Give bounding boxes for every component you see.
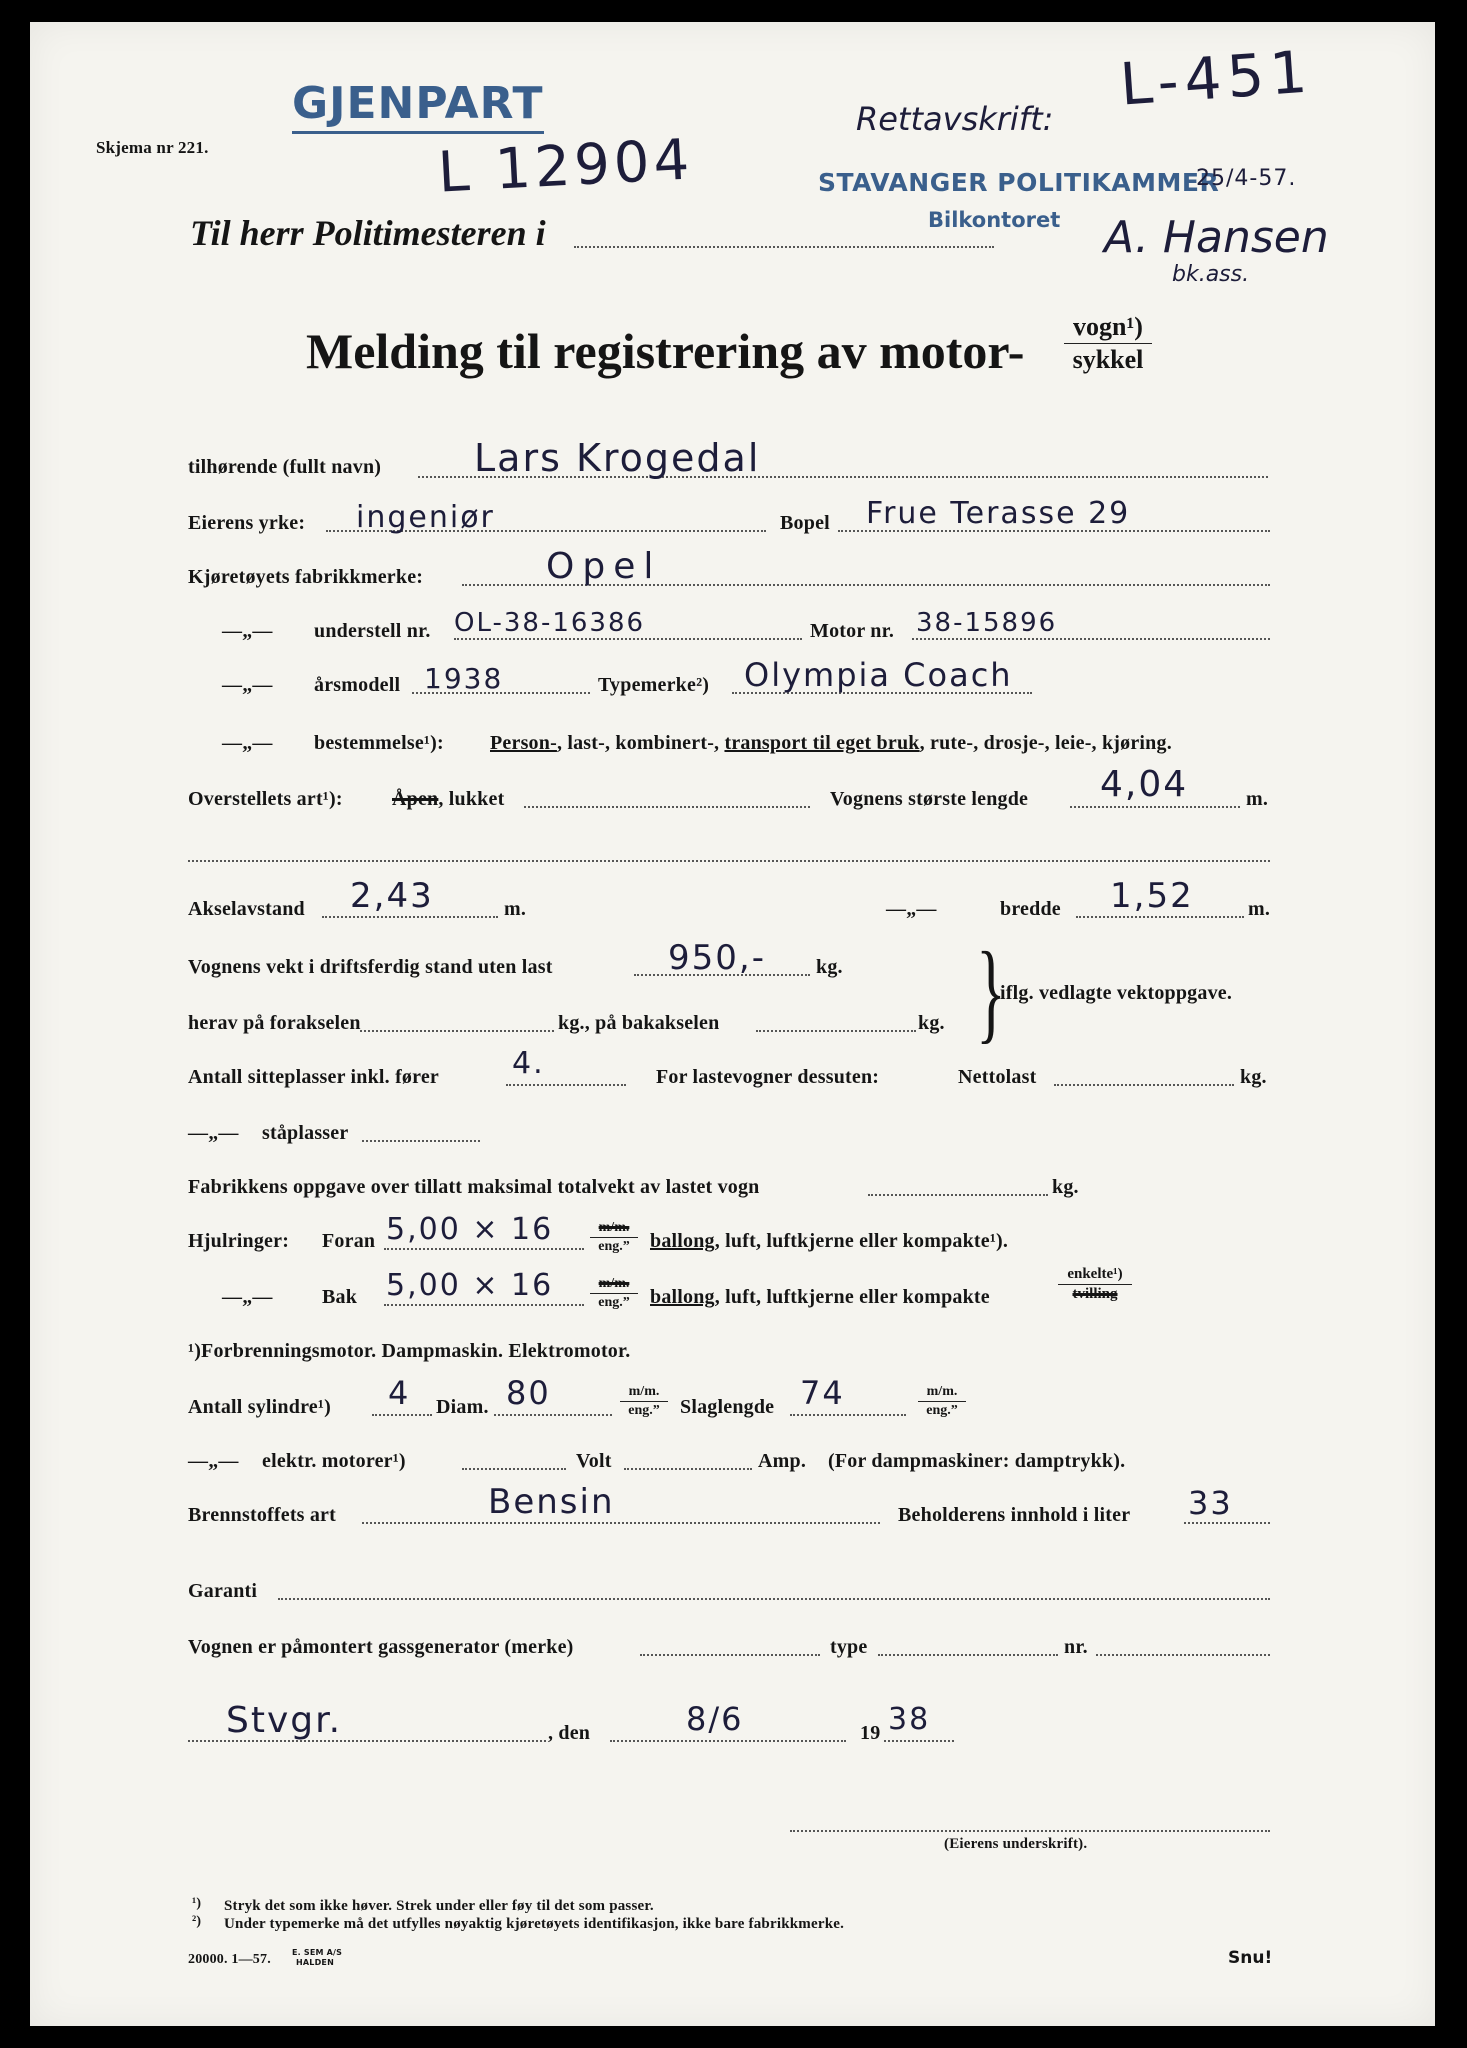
print-info: 20000. 1—57. bbox=[188, 1952, 271, 1967]
gas-nr-label: nr. bbox=[1064, 1636, 1088, 1658]
body-label: Overstellets art¹): bbox=[188, 788, 343, 810]
width-line bbox=[1076, 916, 1244, 918]
chassis-value: OL-38-16386 bbox=[454, 608, 646, 638]
front-tire-eng: eng.” bbox=[598, 1239, 630, 1254]
electric-label: elektr. motorer¹) bbox=[262, 1450, 406, 1472]
wheelbase-line bbox=[322, 916, 498, 918]
netload-label: Nettolast bbox=[958, 1066, 1037, 1088]
standing-line bbox=[362, 1140, 480, 1142]
ditto-mark-chassis: —„— bbox=[222, 620, 273, 642]
rettavskrift-note: Rettavskrift: bbox=[856, 100, 1054, 138]
footnote-1-mark: ¹) bbox=[192, 1896, 202, 1911]
printer-line-1: E. SEM A/S bbox=[292, 1948, 343, 1957]
tank-value: 33 bbox=[1188, 1484, 1233, 1522]
year-line bbox=[884, 1740, 954, 1742]
diam-unit bbox=[620, 1384, 668, 1419]
weight-label: Vognens vekt i driftsferdig stand uten last bbox=[188, 956, 553, 978]
weight-note: iflg. vedlagte vektoppgave. bbox=[1000, 982, 1233, 1004]
stroke-line bbox=[790, 1414, 906, 1416]
fuel-value: Bensin bbox=[488, 1482, 615, 1522]
gas-nr-line bbox=[1096, 1654, 1270, 1656]
netload-line bbox=[1054, 1084, 1234, 1086]
year-value: 38 bbox=[888, 1702, 931, 1737]
front-tire-value: 5,00 × 16 bbox=[386, 1212, 554, 1247]
length-unit: m. bbox=[1246, 788, 1269, 810]
stroke-label: Slaglengde bbox=[680, 1396, 775, 1418]
volt-line bbox=[624, 1468, 752, 1470]
gas-line bbox=[640, 1654, 820, 1656]
maxweight-unit: kg. bbox=[1052, 1176, 1079, 1198]
wheelbase-label: Akselavstand bbox=[188, 898, 305, 920]
model-year-value: 1938 bbox=[424, 662, 504, 695]
amp-label: Amp. bbox=[758, 1450, 807, 1472]
diam-eng: eng.” bbox=[628, 1403, 660, 1418]
office-stamp: Bilkontoret bbox=[928, 208, 1061, 232]
type-label: Typemerke²) bbox=[598, 674, 710, 696]
cylinders-line bbox=[372, 1414, 432, 1416]
stamp-title: bk.ass. bbox=[1172, 262, 1250, 287]
rear-tire-single-twin bbox=[1058, 1266, 1132, 1303]
residence-value: Frue Terasse 29 bbox=[866, 496, 1131, 531]
purpose-mid: , last-, kombinert-, bbox=[556, 732, 720, 754]
front-tire-mm: m/m. bbox=[590, 1220, 638, 1238]
volt-label: Volt bbox=[576, 1450, 612, 1472]
purpose-options bbox=[490, 732, 1172, 755]
wheelbase-value: 2,43 bbox=[350, 876, 434, 916]
purpose-label: bestemmelse¹): bbox=[314, 732, 444, 754]
blank-line bbox=[188, 860, 1270, 862]
rear-tire-eng: eng.” bbox=[598, 1295, 630, 1310]
fuel-line bbox=[362, 1522, 880, 1524]
stroke-mm: m/m. bbox=[918, 1384, 966, 1402]
fuel-label: Brennstoffets art bbox=[188, 1504, 336, 1526]
front-axle-line bbox=[360, 1030, 554, 1032]
front-tire-balloon: ballong bbox=[650, 1230, 715, 1252]
gjenpart-stamp: GJENPART bbox=[292, 78, 544, 134]
cylinders-label: Antall sylindre¹) bbox=[188, 1396, 331, 1418]
width-label: bredde bbox=[1000, 898, 1061, 920]
rear-axle-unit: kg. bbox=[918, 1012, 945, 1034]
width-value: 1,52 bbox=[1110, 876, 1194, 916]
front-tire-unit bbox=[590, 1220, 638, 1255]
model-year-label: årsmodell bbox=[314, 674, 401, 696]
title-frac-top: vogn¹) bbox=[1064, 312, 1152, 344]
ditto-mark-standing: —„— bbox=[188, 1122, 239, 1144]
reference-number: L 12904 bbox=[436, 127, 695, 206]
chassis-label: understell nr. bbox=[314, 620, 431, 642]
chassis-line bbox=[454, 638, 802, 640]
signature-label: (Eierens underskrift). bbox=[944, 1836, 1088, 1852]
owner-label: tilhørende (fullt navn) bbox=[188, 456, 382, 478]
guarantee-label: Garanti bbox=[188, 1580, 258, 1602]
owner-value: Lars Krogedal bbox=[474, 436, 761, 480]
title-fraction bbox=[1064, 312, 1152, 375]
maxweight-label: Fabrikkens oppgave over tillatt maksimal totalvekt av lastet vogn bbox=[188, 1176, 760, 1198]
rear-tire-unit bbox=[590, 1276, 638, 1311]
year-prefix: 19 bbox=[860, 1722, 881, 1744]
electric-line bbox=[462, 1468, 566, 1470]
front-tire-line bbox=[384, 1248, 584, 1250]
tank-line bbox=[1184, 1522, 1270, 1524]
ditto-mark-width: —„— bbox=[886, 898, 937, 920]
police-stamp: STAVANGER POLITIKAMMER bbox=[818, 168, 1220, 197]
footnote-2: Under typemerke må det utfylles nøyaktig kjøretøyets identifikasjon, ikke bare fabrikkmerke. bbox=[224, 1916, 845, 1932]
rear-axle-line bbox=[756, 1030, 916, 1032]
ditto-mark-purpose: —„— bbox=[222, 732, 273, 754]
form-number: Skjema nr 221. bbox=[96, 138, 209, 157]
date-line bbox=[610, 1740, 846, 1742]
occupation-value: ingeniør bbox=[356, 500, 495, 535]
addressee-line bbox=[574, 246, 994, 248]
purpose-transport: transport til eget bruk bbox=[724, 732, 920, 754]
engine-line bbox=[912, 638, 1270, 640]
rear-tire-balloon: ballong bbox=[650, 1286, 715, 1308]
make-value: Opel bbox=[546, 546, 662, 587]
stroke-value: 74 bbox=[800, 1374, 845, 1412]
rear-tire-mm: m/m. bbox=[590, 1276, 638, 1294]
rear-tire-line bbox=[384, 1304, 584, 1306]
length-line bbox=[1070, 806, 1240, 808]
printer-line-2: HALDEN bbox=[296, 1958, 334, 1967]
footnote-1: Stryk det som ikke høver. Strek under eller føy til det som passer. bbox=[224, 1898, 654, 1914]
diam-label: Diam. bbox=[436, 1396, 489, 1418]
signature-line bbox=[790, 1830, 1270, 1832]
seats-line bbox=[506, 1084, 626, 1086]
truck-label: For lastevogner dessuten: bbox=[656, 1066, 880, 1088]
diam-mm: m/m. bbox=[620, 1384, 668, 1402]
seats-label: Antall sitteplasser inkl. fører bbox=[188, 1066, 440, 1088]
front-tire-rest: , luft, luftkjerne eller kompakte¹). bbox=[714, 1230, 1009, 1252]
stroke-unit bbox=[918, 1384, 966, 1419]
place-value: Stvgr. bbox=[226, 1700, 343, 1741]
engine-value: 38-15896 bbox=[916, 608, 1058, 638]
weight-brace: } bbox=[976, 930, 1006, 1054]
purpose-person: Person- bbox=[490, 732, 557, 754]
wheelbase-unit: m. bbox=[504, 898, 527, 920]
width-unit: m. bbox=[1248, 898, 1271, 920]
body-closed: , lukket bbox=[438, 788, 505, 810]
diam-value: 80 bbox=[506, 1374, 551, 1412]
rear-tire-twin: tvilling bbox=[1072, 1286, 1118, 1302]
motor-note: ¹)Forbrenningsmotor. Dampmaskin. Elektromotor. bbox=[188, 1340, 631, 1362]
diam-line bbox=[494, 1414, 612, 1416]
body-options bbox=[392, 788, 504, 811]
tank-label: Beholderens innhold i liter bbox=[898, 1504, 1131, 1526]
weight-unit: kg. bbox=[816, 956, 843, 978]
netload-unit: kg. bbox=[1240, 1066, 1267, 1088]
front-tire-types bbox=[650, 1230, 1008, 1253]
occupation-label: Eierens yrke: bbox=[188, 512, 306, 534]
footnote-2-mark: ²) bbox=[192, 1914, 202, 1929]
weight-value: 950,- bbox=[668, 938, 766, 978]
engine-label: Motor nr. bbox=[810, 620, 895, 642]
body-line bbox=[524, 806, 810, 808]
front-tire-label: Foran bbox=[322, 1230, 376, 1252]
tires-label: Hjulringer: bbox=[188, 1230, 290, 1252]
den-label: , den bbox=[548, 1722, 591, 1744]
rear-tire-rest: , luft, luftkjerne eller kompakte bbox=[714, 1286, 990, 1308]
gas-type-line bbox=[878, 1654, 1058, 1656]
make-label: Kjøretøyets fabrikkmerke: bbox=[188, 566, 424, 588]
length-value: 4,04 bbox=[1100, 764, 1189, 805]
turn-over-note: Snu! bbox=[1228, 1948, 1273, 1968]
rear-tire-types bbox=[650, 1286, 990, 1309]
residence-label: Bopel bbox=[780, 512, 830, 534]
gas-label: Vognen er påmontert gassgenerator (merke) bbox=[188, 1636, 574, 1658]
body-open: Åpen bbox=[392, 788, 439, 810]
rear-axle-label: kg., på bakakselen bbox=[558, 1012, 720, 1034]
cylinders-value: 4 bbox=[388, 1374, 411, 1412]
ditto-mark-electric: —„— bbox=[188, 1450, 239, 1472]
stroke-eng: eng.” bbox=[926, 1403, 958, 1418]
standing-label: ståplasser bbox=[262, 1122, 349, 1144]
stamp-signature: A. Hansen bbox=[1104, 212, 1329, 263]
rear-tire-single: enkelte¹) bbox=[1058, 1266, 1132, 1285]
ditto-mark-model: —„— bbox=[222, 674, 273, 696]
type-value: Olympia Coach bbox=[744, 656, 1013, 694]
addressee-label: Til herr Politimesteren i bbox=[190, 213, 546, 253]
stamp-date: 25/4-57. bbox=[1196, 166, 1297, 191]
rear-tire-label: Bak bbox=[322, 1286, 358, 1308]
ditto-mark-rear: —„— bbox=[222, 1286, 273, 1308]
gas-type-label: type bbox=[830, 1636, 868, 1658]
rear-tire-value: 5,00 × 16 bbox=[386, 1268, 554, 1303]
date-value: 8/6 bbox=[686, 1700, 744, 1738]
file-number: L-451 bbox=[1117, 37, 1316, 119]
length-label: Vognens største lengde bbox=[830, 788, 1029, 810]
front-axle-label: herav på forakselen bbox=[188, 1012, 361, 1034]
seats-value: 4. bbox=[512, 1046, 545, 1081]
title-frac-bottom: sykkel bbox=[1072, 345, 1144, 374]
guarantee-line bbox=[278, 1598, 1270, 1600]
steam-label: (For dampmaskiner: damptrykk). bbox=[828, 1450, 1126, 1472]
form-title: Melding til registrering av motor- bbox=[306, 323, 1025, 379]
maxweight-line bbox=[868, 1194, 1048, 1196]
purpose-end: , rute-, drosje-, leie-, kjøring. bbox=[919, 732, 1172, 754]
